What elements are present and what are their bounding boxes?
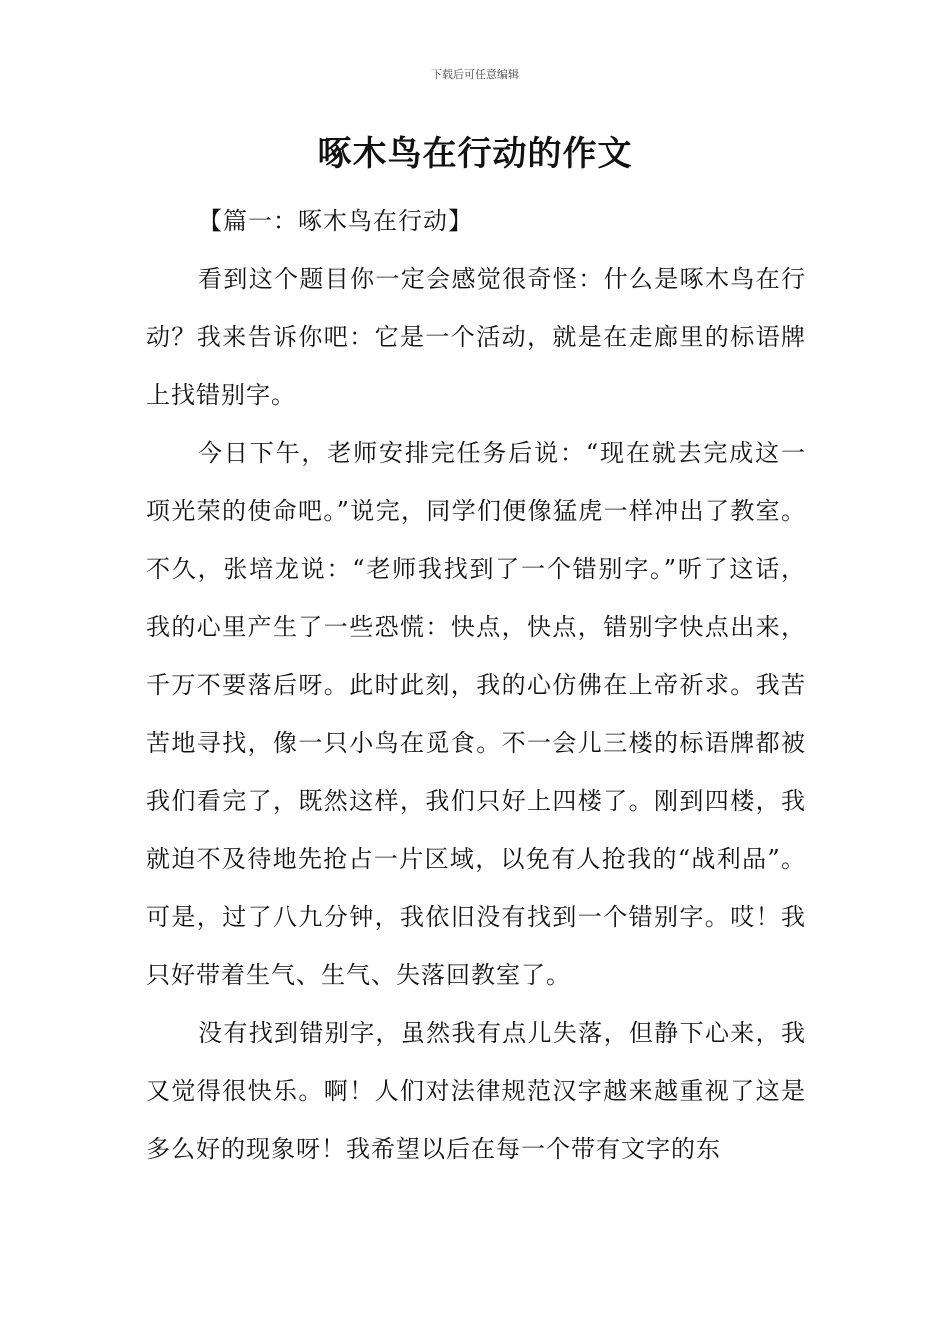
page-header: 下载后可任意编辑 — [431, 68, 519, 81]
paragraph-3: 没有找到错别字，虽然我有点儿失落，但静下心来，我又觉得很快乐。啊！人们对法律规范汉字越来越重视了这是多么好的现象呀！我希望以后在每一个带有文字的东 — [146, 1019, 806, 1163]
paragraph-2: 今日下午，老师安排完任务后说：“现在就去完成这一项光荣的使命吧。”说完，同学们便像猛虎一样冲出了教室。不久，张培龙说：“老师我找到了一个错别字。”听了这话，我的心里产生了一些恐慌：快点，快点，错别字快点出来，千万不要落后呀。此时此刻，我的心仿佛在上帝祈求。我苦苦地寻找，像一只小鸟在觅食。不一会儿三楼的标语牌都被我们看完了，既然这样，我们只好上四楼了。刚到四楼，我就迫不及待地先抢占一片区域，以免有人抢我的“战利品”。可是，过了八九分钟，我依旧没有找到一个错别字。哎！我只好带着生气、生气、失落回教室了。 — [146, 439, 806, 989]
section-heading: 【篇一：啄木鸟在行动】 — [198, 207, 473, 235]
document-body — [146, 192, 806, 1178]
document-title: 啄木鸟在行动的作文 — [317, 134, 633, 174]
paragraph-1: 看到这个题目你一定会感觉很奇怪：什么是啄木鸟在行动？我来告诉你吧：它是一个活动，就是在走廊里的标语牌上找错别字。 — [146, 265, 806, 409]
